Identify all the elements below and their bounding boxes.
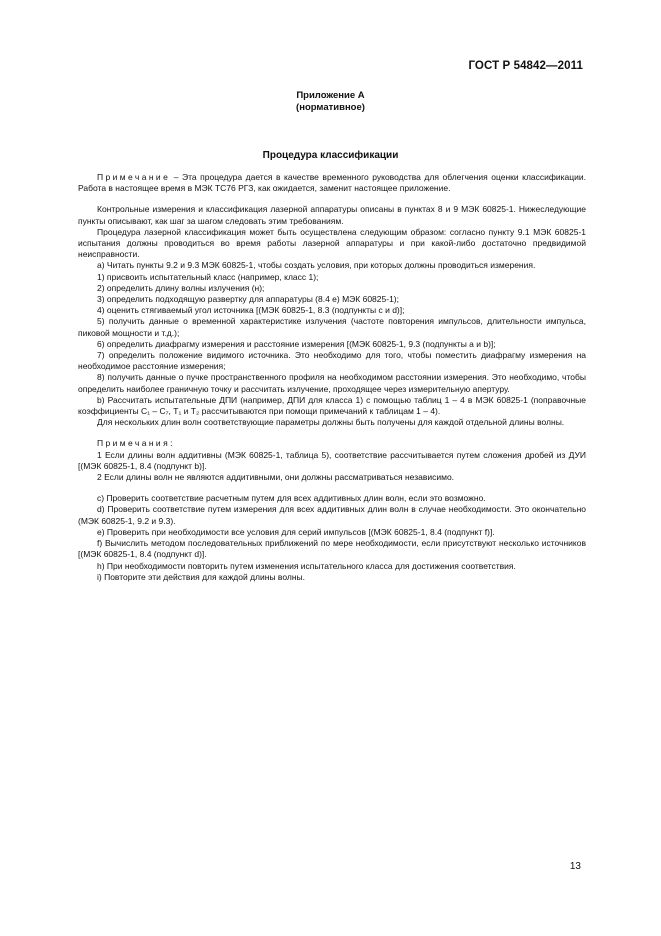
- document-body: [78, 172, 586, 583]
- annex-heading: [0, 90, 661, 114]
- note-text: – Эта процедура дается в качестве временного руководства для облегчения оценки классификации. Работа в настоящее время в МЭК ТС76 РГЗ, как ожидается, заменит настоящее приложение.: [78, 172, 586, 194]
- notes-label: Примечания:: [97, 438, 175, 449]
- annex-subtitle: (нормативное): [296, 102, 365, 113]
- list-item: f) Вычислить методом последовательных приближений по мере необходимости, если присутствуют несколько источников [(МЭК 60825-1, 8.4 (подпункт d)].: [78, 538, 586, 560]
- list-item: 2) определить длину волны излучения (н);: [97, 282, 265, 293]
- list-item: 7) определить положение видимого источника. Это необходимо для того, чтобы поместить диафрагму измерения на необходимое расстояние измерения;: [78, 350, 586, 372]
- annex-title: Приложение А: [296, 90, 365, 101]
- section-title: Процедура классификации: [262, 150, 399, 161]
- list-item: d) Проверить соответствие путем измерения для всех аддитивных длин волн в случае необходимости. Это окончательно (МЭК 60825-1, 9.2 и 9.3).: [78, 504, 586, 526]
- paragraph: Контрольные измерения и классификация лазерной аппаратуры описаны в пунктах 8 и 9 МЭК 60825-1. Нижеследующие пункты описывают, как шаг за шагом следовать этим требованиям.: [78, 204, 586, 226]
- paragraph: Для нескольких длин волн соответствующие параметры должны быть получены для каждой отдельной длины волны.: [97, 417, 565, 428]
- list-item: a) Читать пункты 9.2 и 9.3 МЭК 60825-1, чтобы создать условия, при которых должны проводиться измерения.: [97, 260, 536, 271]
- document-id: ГОСТ Р 54842—2011: [468, 60, 583, 72]
- list-item: h) При необходимости повторить путем изменения испытательного класса для достижения соответствия.: [97, 560, 516, 571]
- list-item: 8) получить данные о пучке пространственного профиля на необходимом расстоянии измерения. Это необходимо, чтобы определить наиболее граничную точку и рассчитать излучение, проходящее через измерительную апертуру.: [78, 372, 586, 394]
- note-item: 1 Если длины волн аддитивны (МЭК 60825-1, таблица 5), соответствие рассчитывается путем сложения дробей из ДУИ [(МЭК 60825-1, 8.4 (подпункт b)].: [78, 449, 586, 471]
- note-label: Примечание: [97, 172, 171, 182]
- list-item: 5) получить данные о временной характеристике излучения (частоте повторения импульсов, длительности импульса, пиковой мощности и т.д.);: [78, 316, 586, 338]
- list-item: i) Повторите эти действия для каждой длины волны.: [97, 571, 306, 582]
- list-item: 1) присвоить испытательный класс (например, класс 1);: [97, 271, 319, 282]
- list-item: 3) определить подходящую развертку для аппаратуры (8.4 е) МЭК 60825-1);: [97, 294, 399, 305]
- list-item: b) Рассчитать испытательные ДПИ (например, ДПИ для класса 1) с помощью таблиц 1 – 4 в МЭК 60825-1 (поправочные коэффициенты С₁ – С₇, Т₁ и Т₂ рассчитываются при помощи примечаний к таблицам 1 – 4).: [78, 394, 586, 417]
- list-item: 4) оценить стягиваемый угол источника [(МЭК 60825-1, 8.3 (подпункты с и d)];: [97, 305, 405, 316]
- list-item: 6) определить диафрагму измерения и расстояние измерения [(МЭК 60825-1, 9.3 (подпункты а и b)];: [97, 338, 496, 349]
- paragraph: Процедура лазерной классификация может быть осуществлена следующим образом: согласно пункту 9.1 МЭК 60825-1 испытания должны проводиться во время работы лазерной аппаратуры и при какой-либо достаточно предвидимой неисправности.: [78, 226, 586, 260]
- note-paragraph: [78, 172, 586, 194]
- list-item: e) Проверить при необходимости все условия для серий импульсов [(МЭК 60825-1, 8.4 (подпункт f)].: [97, 526, 495, 537]
- note-item: 2 Если длины волн не являются аддитивными, они должны рассматриваться независимо.: [97, 472, 455, 483]
- page-number: 13: [569, 861, 581, 872]
- list-item: c) Проверить соответствие расчетным путем для всех аддитивных длин волн, если это возможно.: [97, 493, 486, 504]
